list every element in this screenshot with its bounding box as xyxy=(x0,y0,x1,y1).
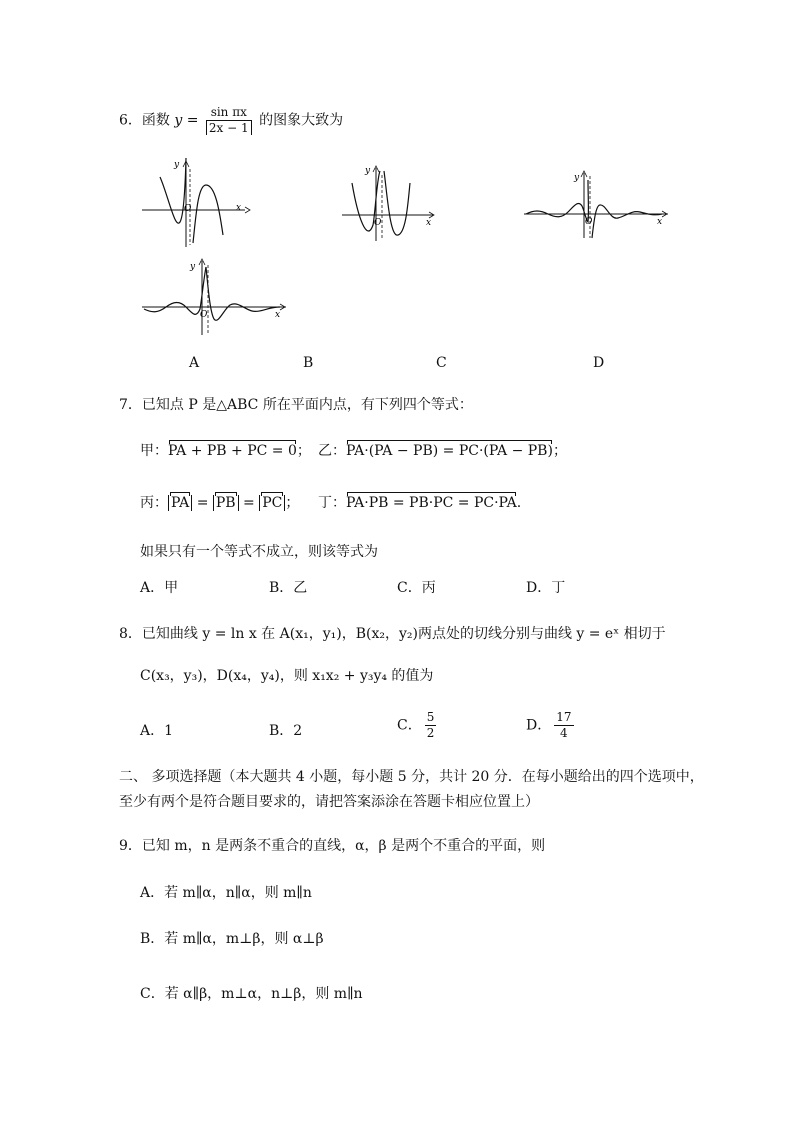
q7-bing-pc: PC xyxy=(259,495,285,511)
q7-bing-pb: PB xyxy=(213,495,239,511)
q8-option-d[interactable] xyxy=(526,710,577,741)
q8-option-c[interactable] xyxy=(397,710,439,741)
q6-option-d[interactable]: D xyxy=(593,355,605,371)
graph-c xyxy=(522,170,672,240)
q8-option-d-num: 17 xyxy=(556,710,572,724)
q6-y-eq: y = xyxy=(174,112,199,129)
graph-a-y: y xyxy=(174,160,180,170)
q7-option-b[interactable]: B．乙 xyxy=(269,580,308,596)
graph-b xyxy=(340,163,440,243)
q7-stem: 7．已知点 P 是△ABC 所在平面内点，有下列四个等式： xyxy=(119,397,473,413)
q8-line2: C(x₃，y₃)，D(x₄，y₄)，则 x₁x₂ + y₃y₄ 的值为 xyxy=(140,668,434,684)
q7-prompt: 如果只有一个等式不成立，则该等式为 xyxy=(140,544,378,560)
q8-option-d-label: D． xyxy=(526,717,552,734)
graph-a-x: x xyxy=(236,203,242,213)
graph-d-y: y xyxy=(190,262,196,272)
graph-a xyxy=(140,155,255,250)
q6-option-a[interactable]: A xyxy=(189,355,200,371)
q6-option-b[interactable]: B xyxy=(303,355,314,371)
q8-option-c-den: 2 xyxy=(426,726,435,740)
graph-d xyxy=(140,257,290,337)
q7-ding xyxy=(318,492,521,512)
q8-option-a[interactable]: A．1 xyxy=(140,723,174,739)
q9-option-b[interactable]: B．若 m∥α，m⊥β，则 α⊥β xyxy=(140,931,324,947)
q6-number: 6． xyxy=(119,112,142,129)
q6-fraction xyxy=(206,105,252,136)
q7-jia-sep: ； xyxy=(296,443,311,459)
graph-b-x: x xyxy=(426,218,432,228)
q8-option-c-label: C． xyxy=(397,717,422,734)
q7-yi xyxy=(318,440,567,460)
q9-option-a[interactable]: A．若 m∥α，n∥α，则 m∥n xyxy=(140,885,312,901)
graph-c-y: y xyxy=(574,173,580,183)
q7-option-a[interactable]: A．甲 xyxy=(140,580,179,596)
q7-jia-eq: PA + PB + PC = 0 xyxy=(168,443,297,459)
graph-d-x: x xyxy=(275,310,281,320)
q7-yi-label: 乙： xyxy=(318,443,346,459)
q7-bing-label: 丙： xyxy=(140,495,168,511)
section2-line1: 二、 多项选择题（本大题共 4 小题，每小题 5 分，共计 20 分．在每小题给出的四个选项中， xyxy=(119,769,704,785)
q6-frac-den: 2x − 1 xyxy=(206,121,252,135)
q7-jia xyxy=(140,440,311,460)
q9-stem: 9．已知 m，n 是两条不重合的直线，α，β 是两个不重合的平面，则 xyxy=(119,838,546,854)
q6-stem xyxy=(119,105,343,136)
q8-option-b[interactable]: B．2 xyxy=(269,723,303,739)
q7-ding-label: 丁： xyxy=(318,495,346,511)
graph-d-o: O xyxy=(200,310,208,320)
q7-bing: 丙： PA = PB = PC ； xyxy=(140,495,300,511)
q6-tail: 的图象大致为 xyxy=(259,112,344,129)
q8-option-d-den: 4 xyxy=(560,726,568,740)
q7-option-d[interactable]: D．丁 xyxy=(526,580,566,596)
q9-option-c[interactable]: C．若 α∥β，m⊥α，n⊥β，则 m∥n xyxy=(140,986,363,1002)
graph-b-o: O xyxy=(374,218,382,228)
q7-yi-sep: ； xyxy=(552,443,567,459)
graph-a-o: O xyxy=(184,204,192,214)
q6-lead: 函数 xyxy=(141,112,170,129)
q7-yi-eq: PA·(PA − PB) = PC·(PA − PB) xyxy=(346,443,553,459)
q7-bing-pa: PA xyxy=(168,495,192,511)
graph-c-o: O xyxy=(585,217,593,227)
graph-b-y: y xyxy=(365,166,371,176)
graph-c-x: x xyxy=(657,217,663,227)
q6-frac-num: sin πx xyxy=(206,105,252,121)
q7-jia-label: 甲： xyxy=(140,443,168,459)
q8-option-c-num: 5 xyxy=(426,710,435,724)
section2-line2: 至少有两个是符合题目要求的，请把答案添涂在答题卡相应位置上） xyxy=(119,794,539,810)
q6-option-c[interactable]: C xyxy=(436,355,447,371)
q7-option-c[interactable]: C．丙 xyxy=(397,580,436,596)
q7-ding-end: . xyxy=(516,495,522,511)
q8-line1: 8．已知曲线 y = ln x 在 A(x₁，y₁)，B(x₂，y₂)两点处的切线分别与曲线 y = eˣ 相切于 xyxy=(119,626,666,642)
q7-bing-sep: ； xyxy=(285,495,300,511)
q7-ding-eq: PA·PB = PB·PC = PC·PA xyxy=(346,495,517,511)
